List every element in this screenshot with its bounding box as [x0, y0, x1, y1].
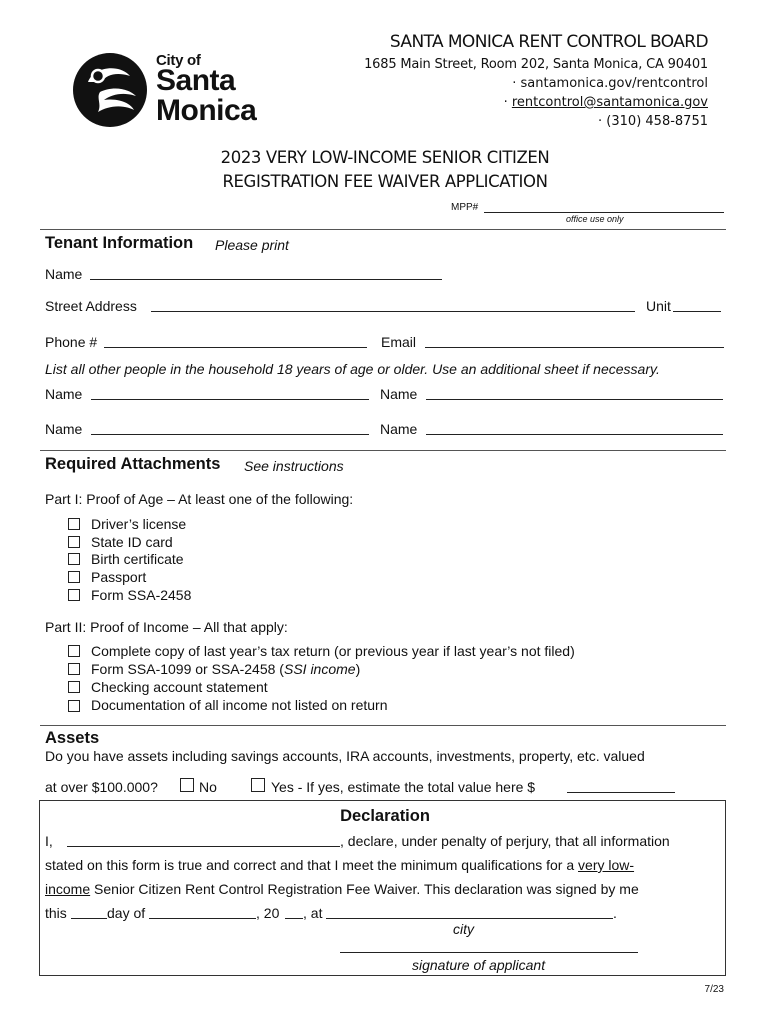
declaration-line3 — [45, 881, 639, 897]
attachments-note: See instructions — [244, 458, 344, 474]
this-label: this — [45, 905, 67, 921]
household-name-4-label: Name — [380, 421, 418, 437]
street-address-field[interactable] — [151, 311, 635, 312]
ssa-2458-age-checkbox[interactable] — [68, 589, 80, 601]
year-prefix-label: , 20 — [256, 905, 280, 921]
logo-city-of: City of — [156, 52, 201, 69]
declaration-line2 — [45, 857, 634, 873]
ssa-2458-age-label: Form SSA-2458 — [91, 587, 192, 603]
year-field[interactable] — [285, 918, 303, 919]
declaration-heading: Declaration — [340, 807, 430, 825]
checking-statement-checkbox[interactable] — [68, 681, 80, 693]
household-name-4-field[interactable] — [426, 434, 723, 435]
signature-field[interactable] — [340, 952, 638, 953]
org-website[interactable]: · santamonica.gov/rentcontrol — [512, 76, 708, 91]
org-header — [364, 32, 708, 131]
other-income-label: Documentation of all income not listed on return — [91, 697, 388, 713]
household-name-3-label: Name — [45, 421, 83, 437]
phone-label: Phone # — [45, 334, 98, 350]
revision-date: 7/23 — [704, 984, 724, 995]
divider — [40, 725, 726, 726]
city-field[interactable] — [326, 918, 613, 919]
month-field[interactable] — [149, 918, 256, 919]
ssa-1099-text: Form SSA-1099 or SSA-2458 ( — [91, 661, 284, 677]
city-caption: city — [453, 921, 474, 937]
form-title-line1: 2023 VERY LOW-INCOME SENIOR CITIZEN — [220, 148, 550, 167]
ssa-1099-label — [91, 661, 360, 677]
declaration-line3-text: Senior Citizen Rent Control Registration Fee Waiver. This declaration was signed by me — [90, 881, 639, 897]
street-address-label: Street Address — [45, 298, 137, 314]
declaration-line2-text: stated on this form is true and correct and that I meet the minimum qualifications for a — [45, 857, 579, 873]
unit-field[interactable] — [673, 311, 721, 312]
very-low-text: very low- — [578, 857, 635, 873]
tenant-name-field[interactable] — [90, 279, 442, 280]
ssa-1099-close: ) — [355, 661, 361, 677]
passport-checkbox[interactable] — [68, 571, 80, 583]
declaration-period: . — [613, 905, 617, 921]
checking-statement-label: Checking account statement — [91, 679, 268, 695]
household-name-1-label: Name — [45, 386, 83, 402]
day-of-label: day of — [107, 905, 146, 921]
assets-no-label: No — [199, 779, 217, 795]
household-name-2-field[interactable] — [426, 399, 723, 400]
attachments-heading: Required Attachments — [45, 455, 221, 473]
email-field[interactable] — [425, 347, 724, 348]
divider — [40, 450, 726, 451]
logo-name-line1: Santa — [156, 64, 236, 97]
logo-name-line2: Monica — [156, 94, 257, 127]
phone-field[interactable] — [104, 347, 367, 348]
household-note: List all other people in the household 18 years of age or older. Use an additional sheet if necessary. — [45, 361, 660, 377]
city-logo — [72, 52, 272, 132]
org-phone: · (310) 458-8751 — [598, 114, 708, 129]
day-field[interactable] — [71, 918, 107, 919]
unit-label: Unit — [646, 298, 671, 314]
assets-no-checkbox[interactable] — [180, 778, 194, 792]
tenant-heading: Tenant Information — [45, 234, 194, 252]
declaration-line1: , declare, under penalty of perjury, that all information — [340, 833, 670, 849]
mpp-label: MPP# — [451, 202, 479, 213]
org-address: 1685 Main Street, Room 202, Santa Monica, CA 90401 — [364, 57, 708, 72]
household-name-1-field[interactable] — [91, 399, 369, 400]
assets-heading: Assets — [45, 729, 100, 747]
mpp-field[interactable] — [484, 212, 724, 213]
drivers-license-label: Driver’s license — [91, 516, 187, 532]
other-income-checkbox[interactable] — [68, 700, 80, 712]
ssa-1099-checkbox[interactable] — [68, 663, 80, 675]
state-id-checkbox[interactable] — [68, 536, 80, 548]
income-text: income — [45, 881, 91, 897]
divider — [40, 229, 726, 230]
declaration-i: I, — [45, 833, 53, 849]
declarant-name-field[interactable] — [67, 846, 340, 847]
org-email-prefix: · — [503, 95, 512, 110]
org-email-link[interactable]: rentcontrol@santamonica.gov — [511, 95, 708, 110]
assets-question-line2: at over $100.000? — [45, 779, 158, 795]
birth-certificate-checkbox[interactable] — [68, 553, 80, 565]
email-label: Email — [381, 334, 417, 350]
org-name: SANTA MONICA RENT CONTROL BOARD — [389, 32, 708, 52]
household-name-2-label: Name — [380, 386, 418, 402]
tenant-name-label: Name — [45, 266, 83, 282]
org-email-line — [364, 93, 708, 112]
assets-yes-checkbox[interactable] — [251, 778, 265, 792]
assets-question: Do you have assets including savings accounts, IRA accounts, investments, property, etc. valued — [45, 748, 645, 764]
assets-yes-label: Yes - If yes, estimate the total value here $ — [271, 779, 536, 795]
household-name-3-field[interactable] — [91, 434, 369, 435]
form-title — [0, 146, 770, 194]
drivers-license-checkbox[interactable] — [68, 518, 80, 530]
state-id-label: State ID card — [91, 534, 173, 550]
signature-caption: signature of applicant — [412, 957, 546, 973]
tax-return-label: Complete copy of last year’s tax return (or previous year if last year’s not filed) — [91, 643, 575, 659]
birth-certificate-label: Birth certificate — [91, 551, 184, 567]
assets-value-field[interactable] — [567, 792, 675, 793]
part1-label: Part I: Proof of Age – At least one of the following: — [45, 491, 354, 507]
city-seal-icon — [72, 52, 148, 128]
form-title-line2: REGISTRATION FEE WAIVER APPLICATION — [222, 172, 548, 191]
tax-return-checkbox[interactable] — [68, 645, 80, 657]
tenant-note: Please print — [215, 237, 289, 253]
at-label: , at — [303, 905, 323, 921]
part2-label: Part II: Proof of Income – All that apply: — [45, 619, 288, 635]
office-use-only: office use only — [566, 214, 624, 224]
passport-label: Passport — [91, 569, 147, 585]
ssi-income-text: SSI income — [283, 661, 356, 677]
